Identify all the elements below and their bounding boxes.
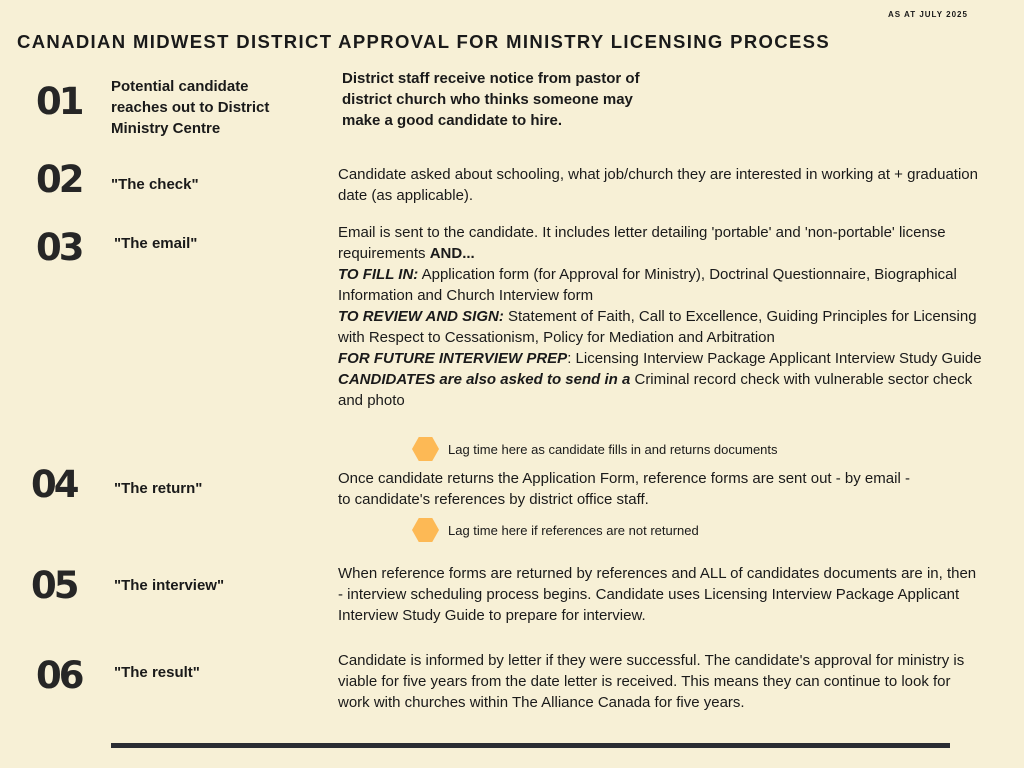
step-description: Candidate asked about schooling, what job/church they are interested in working at + graduation date (as applicable). [338,166,978,204]
step-number: 02 [36,158,82,201]
hexagon-icon [412,437,439,461]
review-text: Statement of Faith, Call to Excellence, Guiding Principles for Licensing with Respect to Cessationism, Policy for Mediation and Arbitration [338,308,977,346]
step-number: 06 [36,654,82,697]
step-description: Candidate is informed by letter if they were successful. The candidate's approval for ministry is viable for five years from the date letter is received. This means they can continue to look for work with churches within The Alliance Canada for five years. [338,652,965,711]
step-label: "The interview" [114,577,225,594]
as-at-date: AS AT JULY 2025 [888,10,968,19]
page-title: CANADIAN MIDWEST DISTRICT APPROVAL FOR MINISTRY LICENSING PROCESS [17,31,831,52]
email-intro: Email is sent to the candidate. It includes letter detailing 'portable' and 'non-portable' license requirements [338,224,946,262]
step-label: "The result" [114,664,200,681]
email-intro-bold: AND... [429,245,475,262]
step-label: "The email" [114,235,198,252]
hexagon-icon [412,518,439,542]
step-description: Once candidate returns the Application Form, reference forms are sent out - by email - to candidate's references by district office staff. [338,470,910,508]
step-number: 01 [36,80,82,123]
step-label: "The return" [114,480,203,497]
step-number: 05 [31,564,77,607]
fill-in-text: Application form (for Approval for Ministry), Doctrinal Questionnaire, Biographical Information and Church Interview form [338,266,957,304]
lag-note [412,518,699,542]
lag-note-text: Lag time here as candidate fills in and returns documents [448,441,778,457]
lag-note-text: Lag time here if references are not returned [448,522,699,538]
prep-label: FOR FUTURE INTERVIEW PREP [338,350,568,367]
step-description: District staff receive notice from pastor of district church who thinks someone may make a good candidate to hire. [342,70,640,129]
candidates-text: Criminal record check with vulnerable sector check and photo [338,371,973,409]
bottom-divider [111,743,950,748]
step-description [338,222,998,411]
lag-note [412,437,778,461]
step-number: 03 [36,226,82,269]
step-label: "The check" [111,176,199,193]
step-label: Potential candidate reaches out to District Ministry Centre [111,78,270,137]
fill-in-label: TO FILL IN: [338,266,419,283]
prep-text: : Licensing Interview Package Applicant Interview Study Guide [567,350,982,367]
step-number: 04 [31,463,77,506]
step-description: When reference forms are returned by references and ALL of candidates documents are in, then - interview scheduling process begins. Candidate uses Licensing Interview Package Applicant Interview Study Guide to prepare for interview. [338,565,977,624]
review-label: TO REVIEW AND SIGN: [338,308,504,325]
candidates-label: CANDIDATES are also asked to send in a [338,371,631,388]
